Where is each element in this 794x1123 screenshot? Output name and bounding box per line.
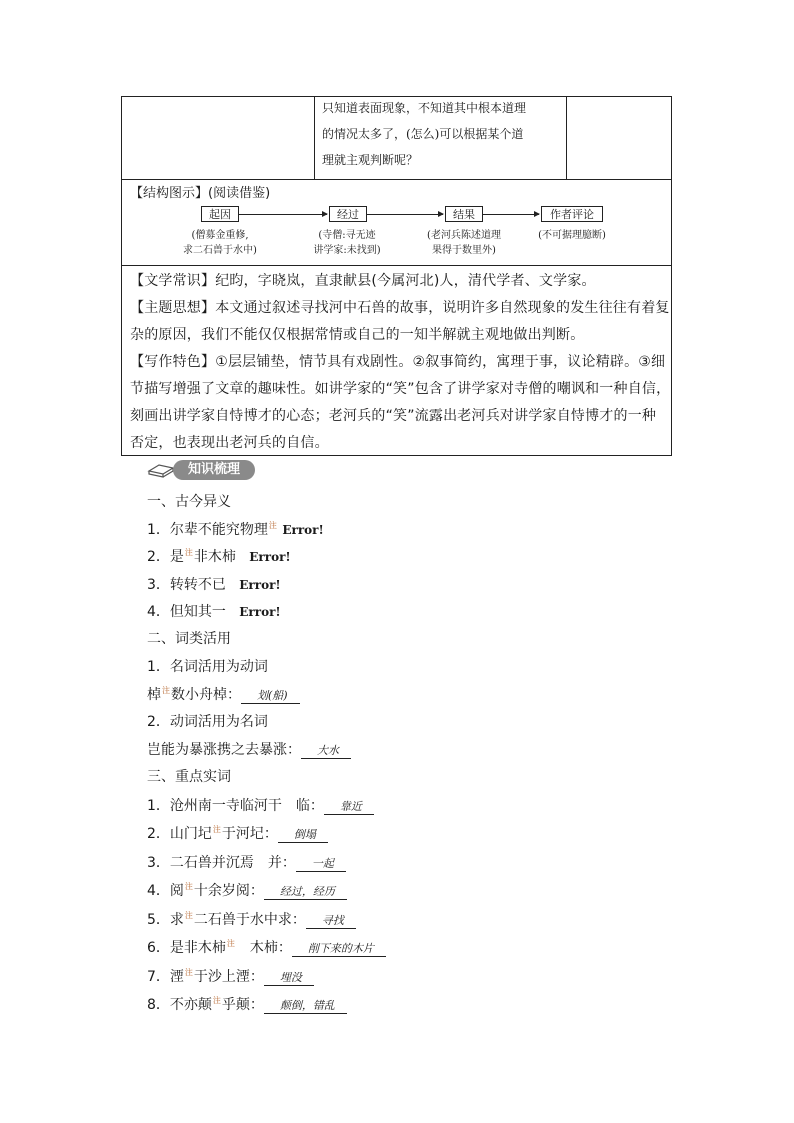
summary-table xyxy=(121,96,672,456)
note-mark: 注 xyxy=(226,939,235,949)
answer-blank: 削下来的木片 xyxy=(292,940,386,957)
flow-note-process: (寺僧:寻无迹 讲学家:未找到) xyxy=(313,230,381,256)
note-mark: 注 xyxy=(184,968,193,978)
writing-feature-line: 否定，也表现出老河兵的自信。 xyxy=(130,435,329,451)
table-cell-empty xyxy=(122,97,315,179)
theme-line: 杂的原因，我们不能仅仅根据常情或自己的一知半解就主观地做出判断。 xyxy=(130,327,585,343)
subsection-heading: 2．动词活用为名词 xyxy=(147,714,268,730)
flow-note-comment: (不可据理臆断) xyxy=(538,230,606,241)
info-cell xyxy=(122,266,671,456)
answer-blank: 一起 xyxy=(296,855,346,872)
list-item: 2．是$^注$非木柿 Error! xyxy=(147,548,291,565)
flow-note-result: (老河兵陈述道理 果得于数里外) xyxy=(427,230,501,256)
list-item: 岂能为暴涨携之去暴涨： 大水 xyxy=(147,739,351,759)
note-mark: 注 xyxy=(184,882,193,892)
list-item: 4．但知其一 Error! xyxy=(147,604,281,620)
banner-label: 知识梳理 xyxy=(173,460,255,480)
flow-box-result: 结果 xyxy=(445,206,483,222)
flow-box-cause: 起因 xyxy=(201,206,239,222)
knowledge-banner xyxy=(147,460,255,480)
flow-box-comment: 作者评论 xyxy=(541,206,603,222)
list-item: 3．转转不已 Error! xyxy=(147,577,281,593)
answer-blank: 经过，经历 xyxy=(264,883,347,900)
list-item: 3．二石兽并沉焉 并： 一起 xyxy=(147,852,346,872)
list-item: 棹$^注$数小舟棹： 划(船) xyxy=(147,684,300,704)
translation-cell xyxy=(314,97,567,179)
writing-feature-line: 节描写增强了文章的趣味性。如讲学家的“笑”包含了讲学家对寺僧的嘲讽和一种自信， xyxy=(130,381,671,397)
table-row xyxy=(122,97,671,180)
note-mark: 注 xyxy=(184,548,193,558)
translation-line: 的情况太多了，(怎么)可以根据某个道 xyxy=(322,127,524,141)
list-item: 4．阅$^注$十余岁阅： 经过，经历 xyxy=(147,880,347,900)
writing-feature-line: 【写作特色】①层层铺垫，情节具有戏剧性。②叙事简约，寓理于事，议论精辟。③细 xyxy=(130,354,666,370)
note-mark: 注 xyxy=(162,686,170,696)
subsection-heading: 1．名词活用为动词 xyxy=(147,659,268,675)
section-heading: 二、词类活用 xyxy=(147,631,231,647)
flow-arrow xyxy=(483,214,539,215)
error-text: Error! xyxy=(282,523,324,537)
book-icon xyxy=(147,462,175,478)
answer-blank: 靠近 xyxy=(324,798,374,815)
error-text: Error! xyxy=(239,605,281,619)
flow-arrow xyxy=(367,214,443,215)
error-text: Error! xyxy=(249,550,291,564)
flow-arrow xyxy=(239,214,327,215)
literature-note: 【文学常识】纪昀，字晓岚，直隶献县(今属河北)人，清代学者、文学家。 xyxy=(130,273,596,289)
list-item: 6．是非木柿$^注$ 木柿： 削下来的木片 xyxy=(147,937,386,957)
flow-box-process: 经过 xyxy=(329,206,367,222)
list-item: 5．求$^注$二石兽于水中求： 寻找 xyxy=(147,909,356,929)
translation-line: 理就主观判断呢？ xyxy=(322,153,419,167)
writing-feature-line: 刻画出讲学家自恃博才的心态；老河兵的“笑”流露出老河兵对讲学家自恃博才的一种 xyxy=(130,408,657,424)
answer-blank: 划(船) xyxy=(241,687,300,704)
answer-blank: 埋没 xyxy=(264,969,314,986)
list-item: 2．山门圮$^注$于河圮： 倒塌 xyxy=(147,823,328,843)
list-item: 1．尔辈不能究物理$^注$ Error! xyxy=(147,521,324,538)
translation-line: 只知道表面现象，不知道其中根本道理 xyxy=(322,101,527,115)
section-heading: 一、古今异义 xyxy=(147,494,231,510)
list-item: 7．湮$^注$于沙上湮： 埋没 xyxy=(147,966,314,986)
note-mark: 注 xyxy=(184,911,193,921)
note-mark: 注 xyxy=(212,996,221,1006)
answer-blank: 寻找 xyxy=(306,912,356,929)
error-text: Error! xyxy=(239,578,281,592)
answer-blank: 大水 xyxy=(301,742,351,759)
theme-line: 【主题思想】本文通过叙述寻找河中石兽的故事，说明许多自然现象的发生往往有着复 xyxy=(130,300,670,316)
note-mark: 注 xyxy=(268,521,277,531)
structure-diagram xyxy=(122,180,671,266)
section-heading: 三、重点实词 xyxy=(147,769,231,785)
list-item: 1．沧州南一寺临河干 临： 靠近 xyxy=(147,795,374,815)
list-item: 8．不亦颠$^注$乎颠： 颠倒，错乱 xyxy=(147,994,347,1014)
note-mark: 注 xyxy=(212,825,221,835)
answer-blank: 颠倒，错乱 xyxy=(264,997,347,1014)
flow-note-cause: (僧募金重修, 求二石兽于水中) xyxy=(183,230,257,256)
structure-heading: 【结构图示】(阅读借鉴) xyxy=(130,186,271,201)
answer-blank: 倒塌 xyxy=(278,826,328,843)
